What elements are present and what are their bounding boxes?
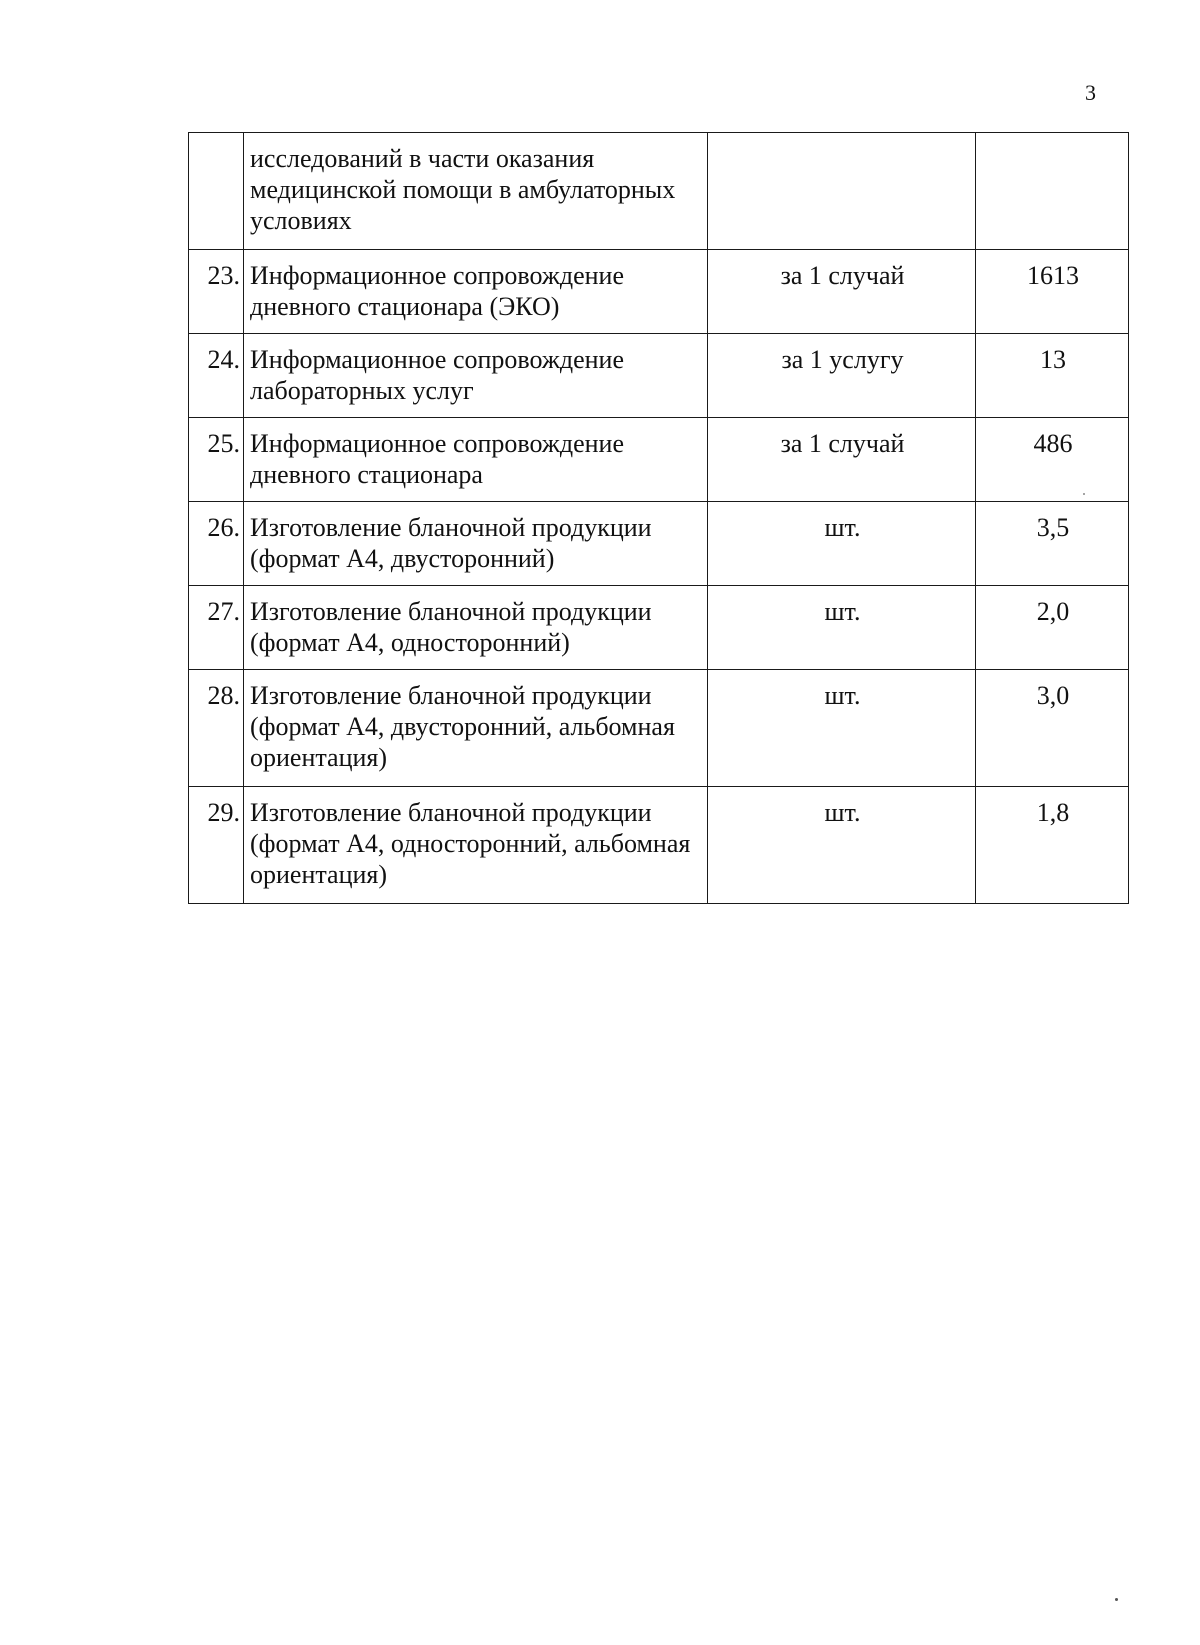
price-value [976,133,1129,250]
service-name: исследований в части оказания медицинской помощи в амбулаторных условиях [244,133,708,250]
price-value: 2,0 [976,586,1129,670]
row-number: 26. [189,502,244,586]
table-row [189,502,1129,586]
service-name: Изготовление бланочной продукции (формат А4, односторонний, альбомная ориентация) [244,787,708,904]
table-row [189,418,1129,502]
unit-of-measure: за 1 случай [708,418,976,502]
unit-of-measure: шт. [708,787,976,904]
unit-of-measure: за 1 случай [708,250,976,334]
unit-of-measure: шт. [708,586,976,670]
service-name: Изготовление бланочной продукции (формат А4, двусторонний, альбомная ориентация) [244,670,708,787]
service-name: Информационное сопровождение дневного стационара [244,418,708,502]
price-value: 13 [976,334,1129,418]
unit-of-measure: шт. [708,502,976,586]
table-row [189,787,1129,904]
price-value: 1613 [976,250,1129,334]
scan-speck [1115,1598,1118,1601]
row-number: 29. [189,787,244,904]
service-name: Информационное сопровождение дневного стационара (ЭКО) [244,250,708,334]
price-value: 486 [976,418,1129,502]
price-value: 3,5 [976,502,1129,586]
service-name: Изготовление бланочной продукции (формат А4, двусторонний) [244,502,708,586]
price-value: 1,8 [976,787,1129,904]
row-number: 24. [189,334,244,418]
row-number: 25. [189,418,244,502]
table-row [189,670,1129,787]
price-table [188,132,1129,904]
unit-of-measure: шт. [708,670,976,787]
unit-of-measure [708,133,976,250]
row-number [189,133,244,250]
service-name: Информационное сопровождение лабораторных услуг [244,334,708,418]
service-name: Изготовление бланочной продукции (формат А4, односторонний) [244,586,708,670]
table-row [189,133,1129,250]
page-number: 3 [1085,80,1096,105]
table-row [189,586,1129,670]
table-row [189,250,1129,334]
price-value: 3,0 [976,670,1129,787]
row-number: 23. [189,250,244,334]
row-number: 27. [189,586,244,670]
unit-of-measure: за 1 услугу [708,334,976,418]
row-number: 28. [189,670,244,787]
scan-speck [1083,493,1085,495]
table-row [189,334,1129,418]
